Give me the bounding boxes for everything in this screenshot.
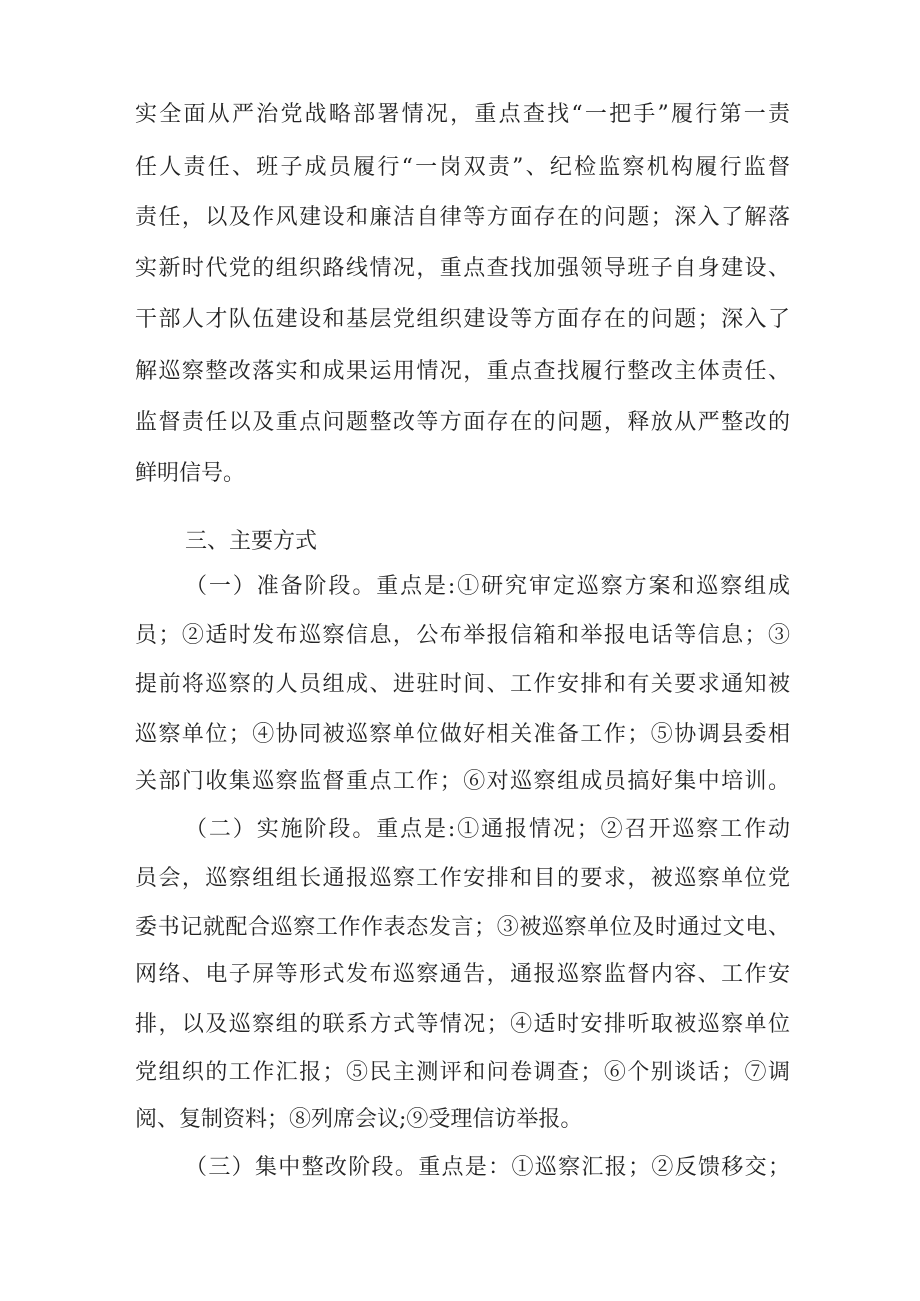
- text-line: 解巡察整改落实和成果运用情况，重点查找履行整改主体责任、: [135, 359, 790, 384]
- text-line: 干部人才队伍建设和基层党组织建设等方面存在的问题；深入了: [135, 307, 790, 332]
- text-line: 巡察单位；④协同被巡察单位做好相关准备工作；⑤协调县委相: [135, 722, 790, 747]
- text-line: 鲜明信号。: [135, 461, 246, 486]
- text-line: 实全面从严治党战略部署情况，重点查找“一把手”履行第一责: [135, 102, 790, 127]
- text-line: 实新时代党的组织路线情况，重点查找加强领导班子自身建设、: [135, 256, 790, 281]
- text-line: 任人责任、班子成员履行“一岗双责”、纪检监察机构履行监督: [135, 155, 790, 180]
- text-line: （一）准备阶段。重点是:①研究审定巡察方案和巡察组成: [185, 574, 790, 599]
- text-line: 员；②适时发布巡察信息，公布举报信箱和举报电话等信息；③: [135, 623, 790, 648]
- text-line: （二）实施阶段。重点是:①通报情况；②召开巡察工作动: [185, 817, 790, 842]
- text-line: （三）集中整改阶段。重点是：①巡察汇报；②反馈移交；: [185, 1155, 790, 1180]
- text-line: 提前将巡察的人员组成、进驻时间、工作安排和有关要求通知被: [135, 672, 790, 697]
- text-line: 员会，巡察组组长通报巡察工作安排和目的要求，被巡察单位党: [135, 866, 790, 891]
- text-line: 排，以及巡察组的联系方式等情况；④适时安排听取被巡察单位: [135, 1012, 790, 1037]
- section-heading: 三、主要方式: [185, 529, 318, 554]
- text-line: 委书记就配合巡察工作作表态发言；③被巡察单位及时通过文电、: [135, 915, 790, 940]
- text-line: 监督责任以及重点问题整改等方面存在的问题，释放从严整改的: [135, 410, 790, 435]
- text-line: 阅、复制资料；⑧列席会议;⑨受理信访举报。: [135, 1107, 583, 1132]
- text-line: 网络、电子屏等形式发布巡察通告，通报巡察监督内容、工作安: [135, 962, 790, 987]
- text-line: 责任，以及作风建设和廉洁自律等方面存在的问题；深入了解落: [135, 205, 790, 230]
- text-line: 关部门收集巡察监督重点工作；⑥对巡察组成员搞好集中培训。: [135, 769, 790, 794]
- text-line: 党组织的工作汇报；⑤民主测评和问卷调查；⑥个别谈话；⑦调: [135, 1060, 790, 1085]
